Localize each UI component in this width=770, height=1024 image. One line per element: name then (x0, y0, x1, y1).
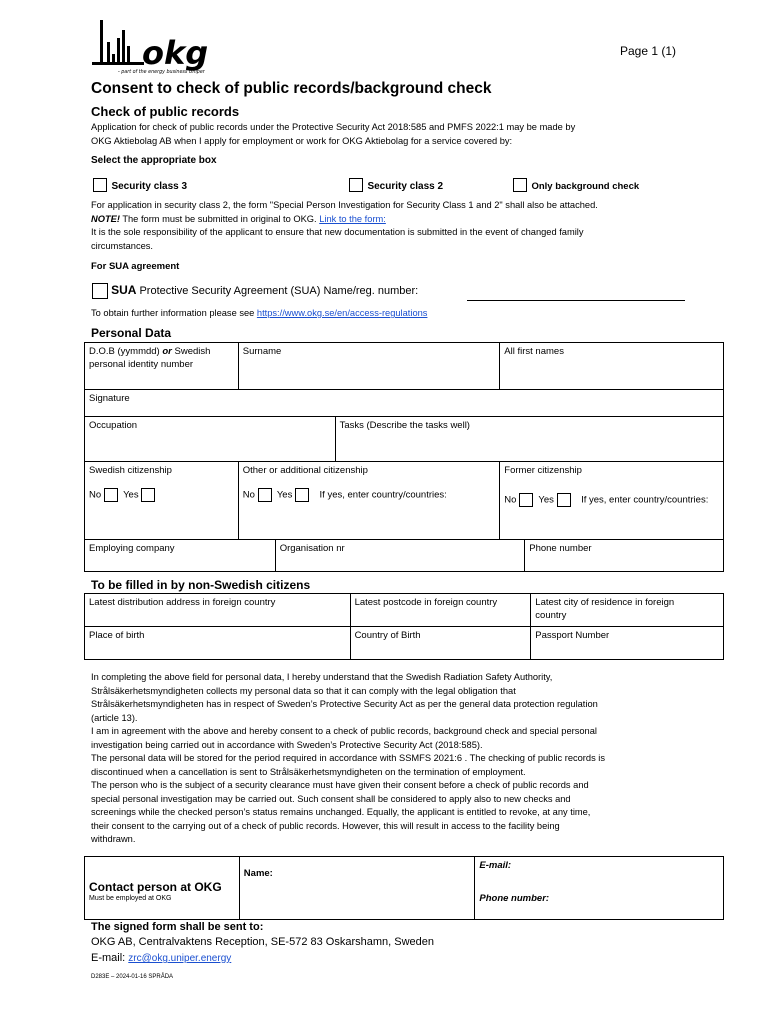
former-yes-checkbox[interactable] (557, 493, 571, 507)
foreign-address-field[interactable]: Latest distribution address in foreign country (85, 594, 351, 627)
country-of-birth-field[interactable]: Country of Birth (350, 627, 531, 660)
logo-tagline: - part of the energy business Uniper (118, 70, 205, 74)
access-regulations-link[interactable]: https://www.okg.se/en/access-regulations (256, 308, 428, 318)
sua-info: To obtain further information please see https://www.okg.se/en/access-regulations (91, 308, 428, 318)
surname-field[interactable]: Surname (238, 343, 500, 390)
employing-company-field[interactable]: Employing company (85, 540, 276, 572)
swedish-yes-checkbox[interactable] (141, 488, 155, 502)
check-heading: Check of public records (91, 104, 240, 119)
send-email-row: E-mail: zrc@okg.uniper.energy (91, 952, 232, 964)
consent-text: In completing the above field for personal data, I hereby understand that the Swedish Radiation Safety Authority, Strålsäkerhetsmyndigheten collects my personal data so that it can comply with the legal obligation that Strålsäkerhetsmyndigheten has in respect of Sweden’s Protective Security Act as per the general data protection regulation (article 13). I am in agreement with the above and hereby consent to a check of public records, background check and special personal investigation being carried out in accordance with Sweden’s Protective Security Act (2018:585). The personal data will be stored for the period required in accordance with SSMFS 2021:6 . The checking of public records is discontinued when a cancellation is sent to Strålsäkerhetsmyndigheten on the termination of employment. The person who is the subject of a security clearance must have given their consent before a check of public records and special personal investigation may be carried out. Such consent shall be considered to apply also to new checks and screenings while the checked person’s status remains unchanged. Equally, the applicant is entitled to revoke, at any time, their consent to the carrying out of a check of public records. However, this will result in access to the facility being withdrawn. (91, 672, 606, 844)
place-of-birth-field[interactable]: Place of birth (85, 627, 351, 660)
swedish-no-checkbox[interactable] (104, 488, 118, 502)
option-background-check[interactable]: Only background check (513, 176, 639, 194)
former-citizenship-cell: Former citizenship No Yes If yes, enter country/countries: (500, 462, 724, 540)
checkbox[interactable] (93, 178, 107, 192)
former-no-checkbox[interactable] (519, 493, 533, 507)
select-label: Select the appropriate box (91, 155, 217, 166)
send-heading: The signed form shall be sent to: (91, 921, 264, 933)
swedish-citizenship-cell: Swedish citizenship No Yes (85, 462, 239, 540)
okg-logo (90, 18, 230, 74)
checkbox[interactable] (513, 178, 527, 192)
other-yes-checkbox[interactable] (295, 488, 309, 502)
phone-number-field[interactable]: Phone number (525, 540, 724, 572)
personal-data-table (84, 342, 724, 572)
checkbox[interactable] (349, 178, 363, 192)
class2-note: For application in security class 2, the form "Special Person Investigation for Security Class 1 and 2" shall also be attached. NOTE! The form must be submitted in original to OKG. Link to the form: It is the sole responsibility of the applicant to ensure that new documentation is submitted in the event of changed family circumstances. (91, 200, 598, 251)
sua-checkbox[interactable] (92, 283, 108, 299)
other-citizenship-cell: Other or additional citizenship No Yes If yes, enter country/countries: (238, 462, 500, 540)
passport-number-field[interactable]: Passport Number (531, 627, 724, 660)
contact-email-phone-field[interactable]: E-mail: Phone number: (475, 857, 724, 920)
form-link[interactable]: Link to the form: (319, 213, 386, 224)
contact-name-field[interactable]: Name: (239, 857, 475, 920)
page-title: Consent to check of public records/background check (91, 80, 492, 97)
footer-code: D283E – 2024-01-16 SPRÅDA (91, 974, 174, 980)
page-number: Page 1 (1) (620, 44, 677, 58)
sua-row: SUA Protective Security Agreement (SUA) Name/reg. number: (92, 283, 418, 299)
intro-text: Application for check of public records under the Protective Security Act 2018:585 and PMFS 2022:1 may be made by OKG Aktiebolag AB when I apply for employment or work for OKG Aktiebolag for a service covered by: (91, 122, 576, 146)
non-swedish-heading: To be filled in by non-Swedish citizens (91, 578, 311, 592)
personal-data-heading: Personal Data (91, 326, 172, 340)
foreign-city-field[interactable]: Latest city of residence in foreign country (531, 594, 724, 627)
contact-table (84, 856, 724, 920)
contact-title-cell: Contact person at OKG Must be employed at OKG (85, 857, 240, 920)
dob-field[interactable]: D.O.B (yymmdd) or Swedish personal identity number (85, 343, 239, 390)
logo-wordmark: okg (142, 34, 209, 72)
send-address: OKG AB, Centralvaktens Reception, SE-572 83 Oskarshamn, Sweden (91, 936, 435, 948)
sua-label: For SUA agreement (91, 261, 180, 272)
occupation-field[interactable]: Occupation (85, 417, 336, 462)
first-names-field[interactable]: All first names (500, 343, 724, 390)
option-security-class-3[interactable]: Security class 3 (93, 176, 187, 194)
sua-name-line[interactable] (467, 300, 685, 301)
send-email-link[interactable]: zrc@okg.uniper.energy (128, 953, 232, 964)
foreign-postcode-field[interactable]: Latest postcode in foreign country (350, 594, 531, 627)
option-security-class-2[interactable]: Security class 2 (349, 176, 443, 194)
tasks-field[interactable]: Tasks (Describe the tasks well) (335, 417, 723, 462)
non-swedish-table (84, 593, 724, 660)
org-nr-field[interactable]: Organisation nr (275, 540, 525, 572)
other-no-checkbox[interactable] (258, 488, 272, 502)
signature-field[interactable]: Signature (85, 390, 724, 417)
